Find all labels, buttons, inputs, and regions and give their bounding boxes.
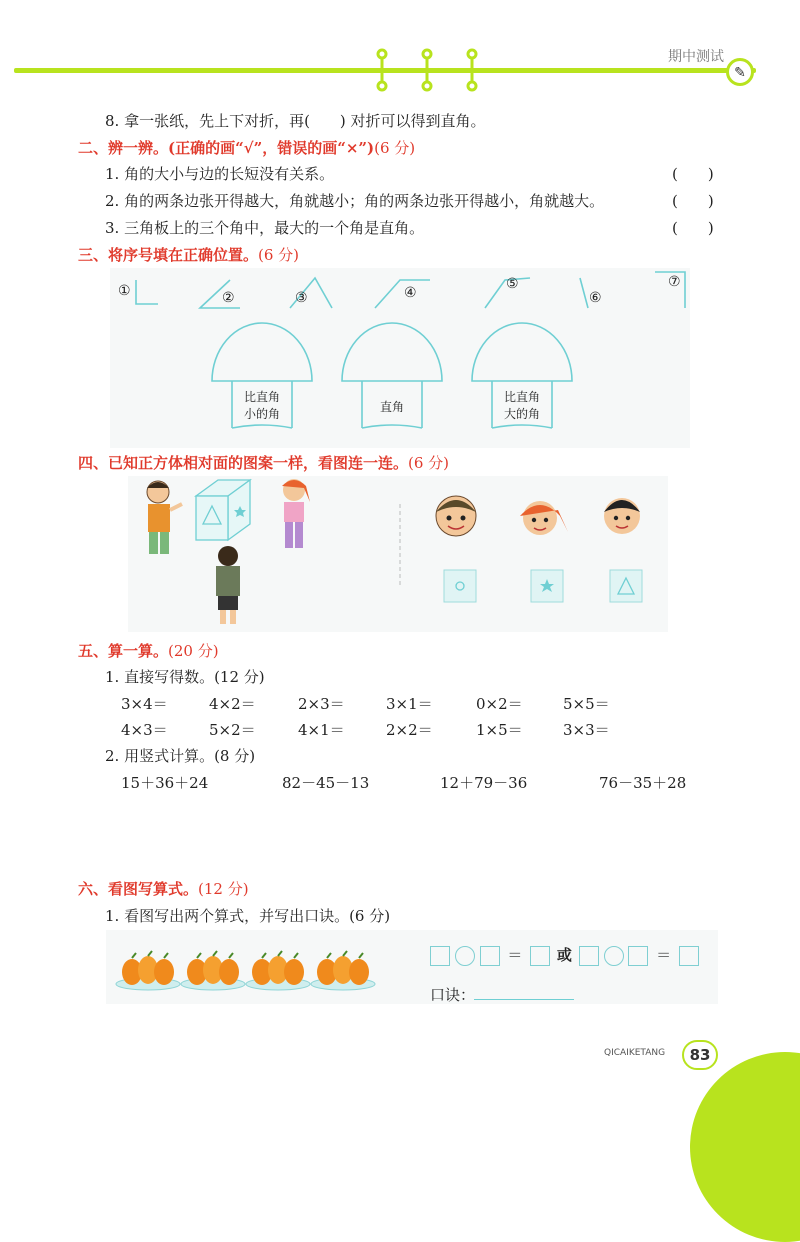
mushroom-1-line-1: 比直角 bbox=[243, 390, 280, 404]
question-8: 8. 拿一张纸，先上下对折，再( ) 对折可以得到直角。 bbox=[105, 112, 486, 130]
calc-1-2[interactable]: 4×2＝ bbox=[209, 695, 256, 713]
footer-corner-circle bbox=[690, 1052, 800, 1242]
mushroom-large-angle[interactable] bbox=[492, 389, 552, 423]
calc-2-3[interactable]: 4×1＝ bbox=[298, 721, 345, 739]
section-label: 期中测试 bbox=[668, 49, 724, 65]
angle-label-5: ⑤ bbox=[506, 276, 519, 292]
eq2-equals: ＝ bbox=[656, 946, 672, 964]
section-6-title: 六、看图写算式。(12 分) bbox=[78, 880, 249, 898]
angle-shapes bbox=[110, 268, 690, 448]
angle-label-7: ⑦ bbox=[668, 274, 681, 290]
calc-1-4[interactable]: 3×1＝ bbox=[386, 695, 433, 713]
footer-brand: QICAIKETANG bbox=[604, 1048, 666, 1058]
calc-2-2[interactable]: 5×2＝ bbox=[209, 721, 256, 739]
mushroom-2-line-1: 直角 bbox=[379, 400, 404, 414]
calc-2-6[interactable]: 3×3＝ bbox=[563, 721, 610, 739]
page-number-text: 83 bbox=[689, 1046, 711, 1064]
s2-item-1: 1. 角的大小与边的长短没有关系。 bbox=[105, 165, 335, 183]
eq1-result-box[interactable] bbox=[530, 946, 550, 966]
section-5-title: 五、算一算。(20 分) bbox=[78, 642, 219, 660]
koujue-answer-line[interactable] bbox=[474, 999, 574, 1000]
eq2-result-box[interactable] bbox=[679, 946, 699, 966]
calc-1-5[interactable]: 0×2＝ bbox=[476, 695, 523, 713]
eq1-equals: ＝ bbox=[507, 946, 523, 964]
header-badge bbox=[726, 58, 754, 86]
eq2-operator-circle[interactable] bbox=[604, 946, 624, 966]
eq1-operator-circle[interactable] bbox=[455, 946, 475, 966]
eq1-box-2[interactable] bbox=[480, 946, 500, 966]
or-label: 或 bbox=[556, 946, 572, 964]
s2-item-2: 2. 角的两条边张开得越大，角就越小；角的两条边张开得越小，角就越大。 bbox=[105, 192, 605, 210]
calc-1-3[interactable]: 2×3＝ bbox=[298, 695, 345, 713]
section-2-title: 二、辨一辨。(正确的画“√”，错误的画“×”)(6 分) bbox=[78, 139, 416, 157]
calc-1-1[interactable]: 3×4＝ bbox=[121, 695, 168, 713]
eq2-box-2[interactable] bbox=[628, 946, 648, 966]
pear-plates bbox=[116, 951, 375, 990]
s5-sub-1: 1. 直接写得数。(12 分) bbox=[105, 668, 265, 686]
s6-sub-1: 1. 看图写出两个算式，并写出口诀。(6 分) bbox=[105, 907, 391, 925]
binder-rings bbox=[370, 48, 490, 92]
calc-2-4[interactable]: 2×2＝ bbox=[386, 721, 433, 739]
mushroom-small-angle[interactable] bbox=[232, 389, 292, 423]
section-4-title: 四、已知正方体相对面的图案一样，看图连一连。(6 分) bbox=[78, 454, 450, 472]
calc-2-1[interactable]: 4×3＝ bbox=[121, 721, 168, 739]
equation-row bbox=[430, 944, 699, 966]
s5-sub-2: 2. 用竖式计算。(8 分) bbox=[105, 747, 256, 765]
mushroom-3-line-2: 大的角 bbox=[503, 407, 540, 421]
pears-illustration bbox=[106, 930, 436, 1004]
section-3-title: 三、将序号填在正确位置。(6 分) bbox=[78, 246, 300, 264]
mushroom-right-angle[interactable] bbox=[362, 398, 422, 415]
calc-1-6[interactable]: 5×5＝ bbox=[563, 695, 610, 713]
s2-answer-1[interactable]: ( ) bbox=[672, 165, 714, 183]
runner-icon: ✎ bbox=[734, 65, 746, 81]
koujue-label: 口诀： bbox=[430, 986, 476, 1004]
angle-label-3: ③ bbox=[295, 290, 308, 306]
angle-label-6: ⑥ bbox=[589, 290, 602, 306]
vertical-2[interactable]: 82－45－13 bbox=[282, 774, 370, 792]
angle-label-4: ④ bbox=[404, 285, 417, 301]
angle-label-1: ① bbox=[118, 283, 131, 299]
boy-left-figure bbox=[147, 481, 182, 554]
eq1-box-1[interactable] bbox=[430, 946, 450, 966]
mushroom-1-line-2: 小的角 bbox=[243, 407, 280, 421]
s2-answer-2[interactable]: ( ) bbox=[672, 192, 714, 210]
calc-2-5[interactable]: 1×5＝ bbox=[476, 721, 523, 739]
vertical-4[interactable]: 76－35＋28 bbox=[599, 774, 687, 792]
vertical-3[interactable]: 12＋79－36 bbox=[440, 774, 528, 792]
vertical-1[interactable]: 15＋36＋24 bbox=[121, 774, 209, 792]
page-number bbox=[682, 1040, 718, 1070]
s2-answer-3[interactable]: ( ) bbox=[672, 219, 714, 237]
angle-label-2: ② bbox=[222, 290, 235, 306]
cube-illustration bbox=[128, 476, 668, 632]
mushroom-3-line-1: 比直角 bbox=[503, 390, 540, 404]
eq2-box-1[interactable] bbox=[579, 946, 599, 966]
s2-item-3: 3. 三角板上的三个角中，最大的一个角是直角。 bbox=[105, 219, 425, 237]
